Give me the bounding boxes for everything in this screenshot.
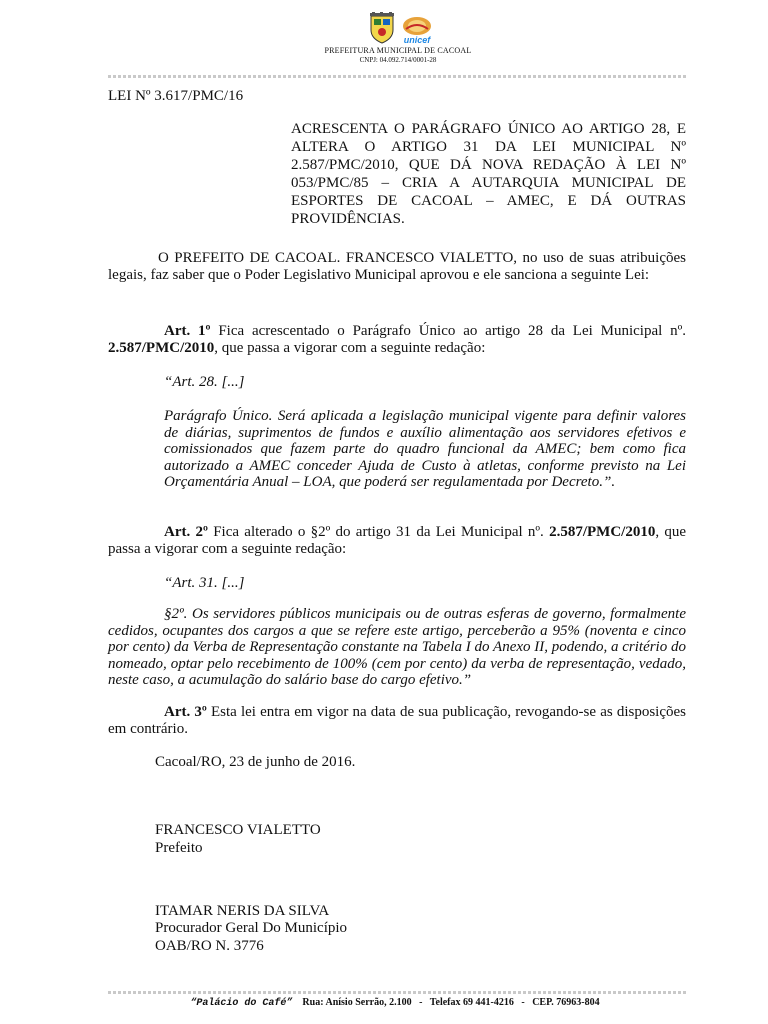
article-2-label: Art. 2º — [164, 524, 208, 540]
article-1-text-a: Fica acrescentado o Parágrafo Único ao artigo 28 da Lei Municipal nº. — [210, 323, 687, 339]
footer-address: Rua: Anísio Serrão, 2.100 — [302, 997, 412, 1008]
article-31-paragraph: §2º. Os servidores públicos municipais ou de outras esferas de governo, formalmente cedidos, ocupantes dos cargos a que se refere este artigo, perceberão a 95% (noventa e cinco por cento) da Verba de Representação constante na Tabela I do Anexo II, podendo, a critério do nomeado, optar pelo recebimento de 100% (cem por cento) da verba de representação, vedado, neste caso, a acumulação do salário base do cargo efetivo.” — [108, 606, 686, 688]
law-ementa: ACRESCENTA O PARÁGRAFO ÚNICO AO ARTIGO 28, E ALTERA O ARTIGO 31 DA LEI MUNICIPAL Nº 2.587/PMC/2010, QUE DÁ NOVA REDAÇÃO À LEI Nº 053/PMC/85 – CRIA A AUTARQUIA MUNICIPAL DE ESPORTES DE CACOAL – AMEC, E DÁ OUTRAS PROVIDÊNCIAS. — [291, 121, 686, 227]
date-place: Cacoal/RO, 23 de junho de 2016. — [155, 754, 356, 770]
footer-palace: “Palácio do Café” — [190, 998, 293, 1009]
footer-cep: CEP. 76963-804 — [532, 997, 600, 1008]
footer — [0, 997, 768, 1009]
footer-phone: Telefax 69 441-4216 — [429, 997, 514, 1008]
article-1-label: Art. 1º — [164, 323, 211, 339]
unicef-logo-icon — [398, 16, 436, 46]
article-31-quote-head: “Art. 31. [...] — [164, 575, 245, 591]
org-name: PREFEITURA MUNICIPAL DE CACOAL — [324, 46, 472, 55]
article-28-paragraph: Parágrafo Único. Será aplicada a legislação municipal vigente para definir valores de diárias, suprimentos de fundos e auxílio alimentação aos servidores efetivos e comissionados que fazem parte do quadro funcional da AMEC; bem como fica autorizado a AMEC conceder Ajuda de Custo à atletas, conforme previsto na Lei Orçamentária Anual – LOA, que poderá ser regulamentada por Decreto.”. — [164, 408, 686, 490]
top-divider — [108, 75, 686, 78]
article-1-text-b: , que passa a vigorar com a seguinte redação: — [214, 339, 486, 356]
bottom-divider — [108, 991, 686, 994]
article-1 — [108, 323, 686, 356]
article-3 — [108, 704, 686, 737]
signature-1-name: FRANCESCO VIALETTO — [155, 822, 321, 838]
article-3-label: Art. 3º — [164, 704, 207, 720]
article-2-ref: 2.587/PMC/2010 — [549, 524, 656, 540]
footer-sep-1: - — [419, 997, 423, 1008]
article-1-ref: 2.587/PMC/2010 — [108, 339, 215, 356]
signature-2-role: Procurador Geral Do Município — [155, 920, 348, 936]
article-2 — [108, 524, 686, 557]
article-28-quote-head: “Art. 28. [...] — [164, 374, 245, 390]
municipal-crest-icon — [368, 12, 396, 44]
header-logos — [0, 12, 768, 46]
law-preamble: O PREFEITO DE CACOAL. FRANCESCO VIALETTO, no uso de suas atribuições legais, faz saber que o Poder Legislativo Municipal aprovou e ele sanciona a seguinte Lei: — [108, 250, 686, 283]
law-number: LEI Nº 3.617/PMC/16 — [108, 88, 244, 104]
org-cnpj: CNPJ: 04.092.714/0001-28 — [359, 56, 437, 64]
footer-sep-2: - — [521, 997, 525, 1008]
unicef-wordmark: unicef — [403, 35, 431, 45]
signature-2-oab: OAB/RO N. 3776 — [155, 938, 264, 954]
article-3-text: Esta lei entra em vigor na data de sua publicação, revogando-se as disposições em contrário. — [108, 704, 686, 737]
article-2-text-a: Fica alterado o §2º do artigo 31 da Lei Municipal nº. — [207, 524, 550, 540]
article-2-text-b: , que passa a vigorar com a seguinte redação: — [108, 524, 686, 557]
signature-1-role: Prefeito — [155, 840, 203, 856]
signature-2-name: ITAMAR NERIS DA SILVA — [155, 903, 330, 919]
